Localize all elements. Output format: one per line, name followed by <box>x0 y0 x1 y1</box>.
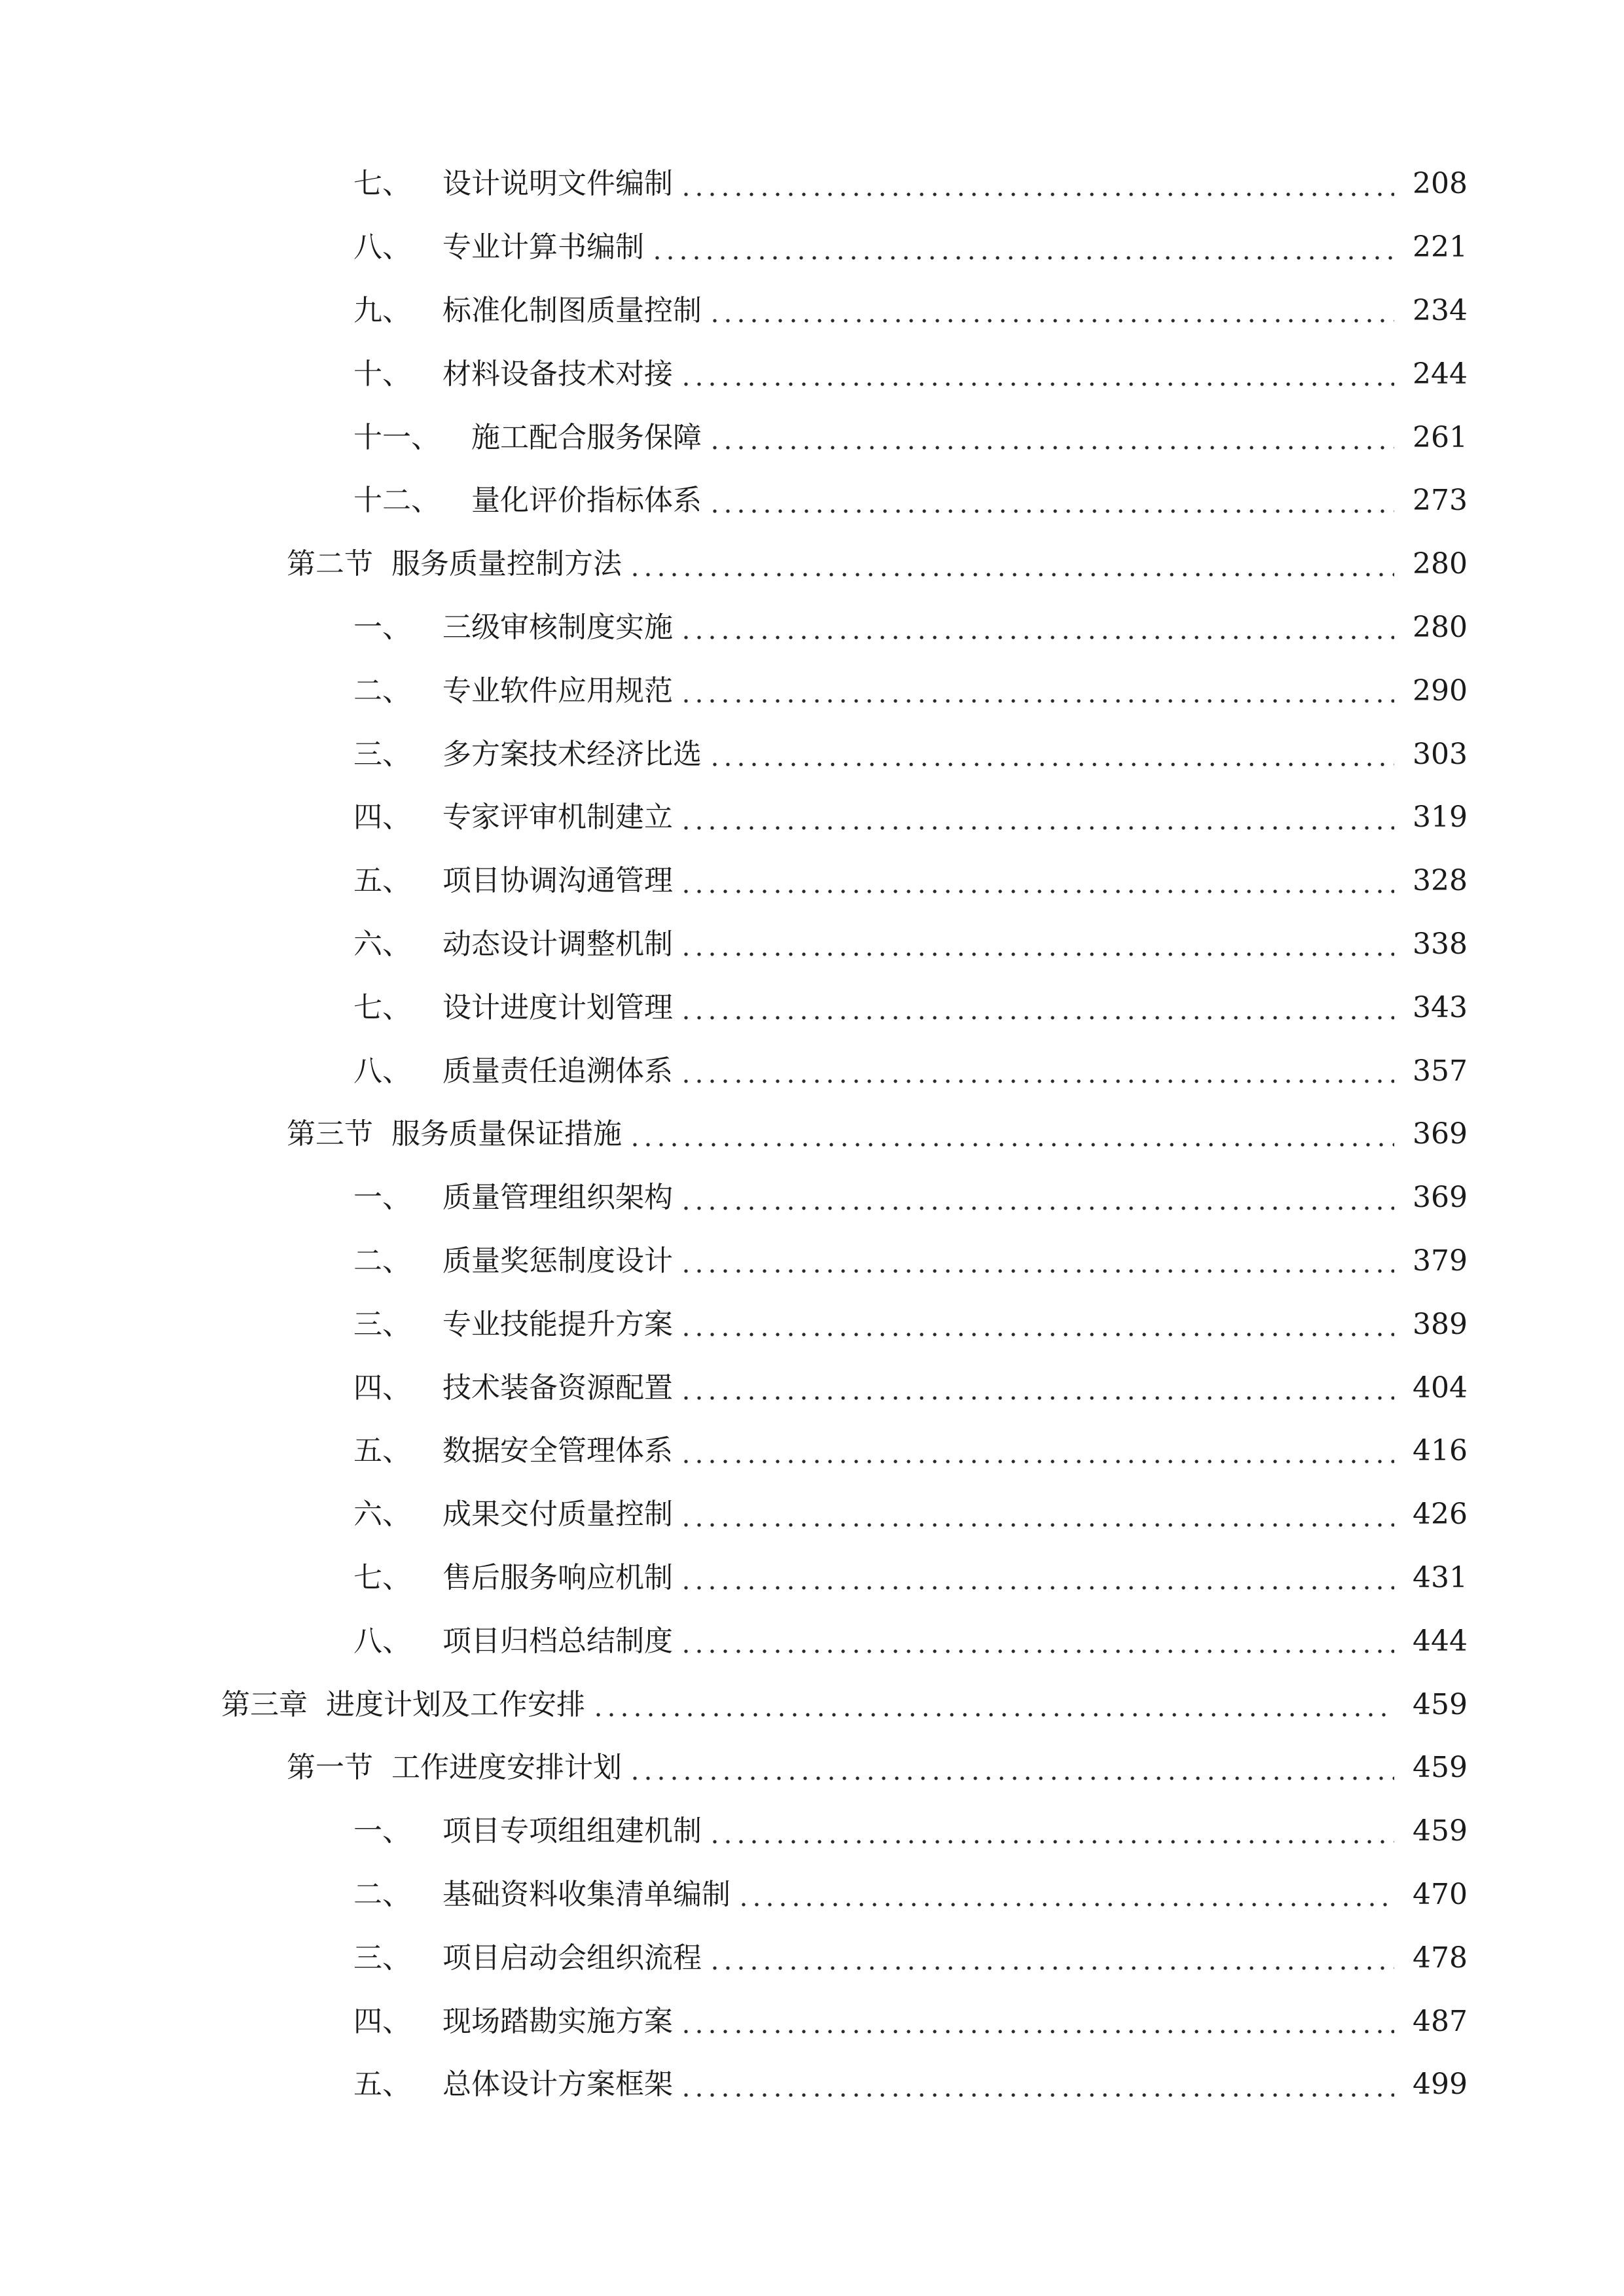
toc-dot-leader <box>679 1016 1394 1020</box>
toc-entry-title: 质量责任追溯体系 <box>442 1054 673 1088</box>
toc-entry-level-3[interactable] <box>0 1039 1624 1103</box>
toc-entry-number: 二、 <box>353 673 411 708</box>
toc-entry-level-3[interactable] <box>0 723 1624 786</box>
toc-dot-leader <box>708 446 1394 450</box>
toc-entry-number: 五、 <box>353 2068 411 2102</box>
toc-entry-title: 项目专项组组建机制 <box>442 1814 702 1848</box>
toc-dot-leader <box>708 319 1394 323</box>
toc-entry-title: 专业技能提升方案 <box>442 1307 673 1341</box>
toc-entry-title: 总体设计方案框架 <box>442 2068 673 2102</box>
toc-entry-number: 八、 <box>353 1624 411 1658</box>
toc-entry-number: 七、 <box>353 167 411 201</box>
toc-entry-level-3[interactable] <box>0 1990 1624 2053</box>
toc-entry-title: 进度计划及工作安排 <box>326 1687 585 1721</box>
toc-entry-number: 第三节 <box>287 1117 373 1151</box>
toc-entry-number: 五、 <box>353 1434 411 1468</box>
toc-entry-page-number: 221 <box>1413 230 1468 264</box>
toc-entry-number: 八、 <box>353 230 411 264</box>
toc-entry-title: 标准化制图质量控制 <box>442 293 702 327</box>
toc-entry-level-3[interactable] <box>0 1230 1624 1293</box>
toc-entry-title: 技术装备资源配置 <box>442 1371 673 1405</box>
toc-entry-page-number: 303 <box>1413 737 1468 771</box>
toc-dot-leader <box>679 1586 1394 1590</box>
toc-entry-page-number: 319 <box>1413 800 1468 834</box>
toc-dot-leader <box>679 1079 1394 1083</box>
toc-entry-title: 服务质量保证措施 <box>391 1117 622 1151</box>
toc-entry-page-number: 343 <box>1413 990 1468 1024</box>
toc-entry-page-number: 444 <box>1413 1624 1468 1658</box>
toc-entry-page-number: 273 <box>1413 484 1468 518</box>
toc-entry-level-3[interactable] <box>0 976 1624 1039</box>
toc-entry-level-3[interactable] <box>0 1483 1624 1547</box>
toc-entry-level-3[interactable] <box>0 1926 1624 1990</box>
toc-entry-number: 一、 <box>353 1814 411 1848</box>
toc-entry-number: 七、 <box>353 1560 411 1594</box>
toc-entry-level-3[interactable] <box>0 2053 1624 2117</box>
toc-dot-leader <box>628 1143 1394 1147</box>
toc-entry-number: 八、 <box>353 1054 411 1088</box>
toc-entry-number: 十二、 <box>353 484 440 518</box>
toc-entry-title: 专业计算书编制 <box>442 230 644 264</box>
toc-entry-title: 成果交付质量控制 <box>442 1498 673 1532</box>
toc-entry-level-3[interactable] <box>0 850 1624 913</box>
toc-entry-number: 三、 <box>353 1307 411 1341</box>
toc-entry-level-3[interactable] <box>0 1800 1624 1863</box>
toc-dot-leader <box>679 1269 1394 1273</box>
toc-entry-page-number: 478 <box>1413 1941 1468 1975</box>
toc-entry-number: 二、 <box>353 1877 411 1911</box>
toc-entry-title: 量化评价指标体系 <box>471 484 702 518</box>
table-of-contents <box>0 152 1624 2117</box>
toc-dot-leader <box>708 1840 1394 1844</box>
toc-entry-level-3[interactable] <box>0 406 1624 469</box>
toc-entry-level-3[interactable] <box>0 1166 1624 1230</box>
toc-entry-number: 第一节 <box>287 1751 373 1785</box>
toc-entry-number: 第三章 <box>221 1687 308 1721</box>
toc-dot-leader <box>679 952 1394 956</box>
toc-dot-leader <box>679 2093 1394 2097</box>
toc-entry-number: 二、 <box>353 1244 411 1278</box>
toc-dot-leader <box>679 889 1394 893</box>
toc-entry-title: 动态设计调整机制 <box>442 927 673 961</box>
toc-entry-level-2[interactable] <box>0 533 1624 596</box>
toc-entry-page-number: 234 <box>1413 293 1468 327</box>
toc-entry-title: 现场踏勘实施方案 <box>442 2004 673 2038</box>
toc-entry-title: 基础资料收集清单编制 <box>442 1877 731 1911</box>
toc-dot-leader <box>679 826 1394 830</box>
toc-entry-title: 多方案技术经济比选 <box>442 737 702 771</box>
toc-entry-page-number: 357 <box>1413 1054 1468 1088</box>
toc-entry-level-3[interactable] <box>0 342 1624 406</box>
toc-entry-level-3[interactable] <box>0 913 1624 977</box>
toc-entry-page-number: 208 <box>1413 167 1468 201</box>
toc-entry-level-3[interactable] <box>0 1420 1624 1483</box>
toc-entry-level-3[interactable] <box>0 279 1624 343</box>
toc-dot-leader <box>708 762 1394 766</box>
toc-entry-title: 服务质量控制方法 <box>391 547 622 581</box>
toc-dot-leader <box>679 636 1394 639</box>
toc-entry-page-number: 431 <box>1413 1560 1468 1594</box>
toc-entry-title: 售后服务响应机制 <box>442 1560 673 1594</box>
toc-entry-page-number: 499 <box>1413 2068 1468 2102</box>
toc-entry-page-number: 470 <box>1413 1877 1468 1911</box>
toc-entry-title: 项目协调沟通管理 <box>442 864 673 898</box>
toc-entry-page-number: 404 <box>1413 1371 1468 1405</box>
toc-entry-level-3[interactable] <box>0 1293 1624 1356</box>
toc-entry-title: 项目启动会组织流程 <box>442 1941 702 1975</box>
toc-entry-number: 五、 <box>353 864 411 898</box>
toc-entry-page-number: 389 <box>1413 1307 1468 1341</box>
toc-entry-page-number: 280 <box>1413 547 1468 581</box>
toc-entry-title: 质量奖惩制度设计 <box>442 1244 673 1278</box>
toc-dot-leader <box>679 1396 1394 1400</box>
toc-entry-number: 三、 <box>353 737 411 771</box>
toc-entry-page-number: 338 <box>1413 927 1468 961</box>
toc-entry-number: 四、 <box>353 800 411 834</box>
toc-entry-number: 六、 <box>353 1498 411 1532</box>
toc-entry-number: 一、 <box>353 1181 411 1215</box>
toc-dot-leader <box>679 192 1394 196</box>
toc-entry-title: 材料设备技术对接 <box>442 357 673 391</box>
toc-entry-number: 十一、 <box>353 420 440 454</box>
toc-entry-title: 设计说明文件编制 <box>442 167 673 201</box>
toc-entry-page-number: 328 <box>1413 864 1468 898</box>
toc-dot-leader <box>679 1460 1394 1463</box>
toc-dot-leader <box>708 1966 1394 1970</box>
toc-entry-title: 专业软件应用规范 <box>442 673 673 708</box>
toc-dot-leader <box>679 382 1394 386</box>
toc-entry-page-number: 459 <box>1413 1687 1468 1721</box>
toc-dot-leader <box>679 1523 1394 1527</box>
toc-entry-level-2[interactable] <box>0 1103 1624 1166</box>
toc-entry-page-number: 280 <box>1413 610 1468 644</box>
toc-entry-number: 三、 <box>353 1941 411 1975</box>
toc-entry-level-3[interactable] <box>0 1609 1624 1673</box>
toc-entry-level-3[interactable] <box>0 659 1624 723</box>
toc-dot-leader <box>708 509 1394 513</box>
toc-entry-title: 专家评审机制建立 <box>442 800 673 834</box>
toc-dot-leader <box>628 1776 1394 1780</box>
toc-entry-level-3[interactable] <box>0 152 1624 216</box>
toc-dot-leader <box>651 256 1394 260</box>
toc-entry-page-number: 426 <box>1413 1498 1468 1532</box>
toc-entry-level-3[interactable] <box>0 596 1624 660</box>
toc-entry-page-number: 416 <box>1413 1434 1468 1468</box>
toc-dot-leader <box>679 1649 1394 1653</box>
toc-entry-level-2[interactable] <box>0 1736 1624 1800</box>
toc-dot-leader <box>737 1903 1394 1907</box>
toc-entry-number: 十、 <box>353 357 411 391</box>
toc-entry-page-number: 369 <box>1413 1181 1468 1215</box>
toc-dot-leader <box>679 699 1394 703</box>
toc-entry-title: 项目归档总结制度 <box>442 1624 673 1658</box>
toc-entry-title: 工作进度安排计划 <box>391 1751 622 1785</box>
toc-entry-number: 四、 <box>353 2004 411 2038</box>
toc-entry-number: 六、 <box>353 927 411 961</box>
toc-entry-level-3[interactable] <box>0 216 1624 279</box>
toc-dot-leader <box>628 573 1394 577</box>
toc-entry-level-3[interactable] <box>0 786 1624 850</box>
toc-entry-page-number: 244 <box>1413 357 1468 391</box>
toc-entry-level-3[interactable] <box>0 1547 1624 1610</box>
toc-entry-title: 三级审核制度实施 <box>442 610 673 644</box>
toc-entry-title: 质量管理组织架构 <box>442 1181 673 1215</box>
toc-entry-level-3[interactable] <box>0 1863 1624 1927</box>
toc-entry-number: 七、 <box>353 990 411 1024</box>
toc-entry-page-number: 379 <box>1413 1244 1468 1278</box>
toc-entry-level-1[interactable] <box>0 1673 1624 1736</box>
toc-dot-leader <box>679 2030 1394 2034</box>
toc-entry-level-3[interactable] <box>0 469 1624 533</box>
toc-entry-number: 四、 <box>353 1371 411 1405</box>
toc-entry-title: 施工配合服务保障 <box>471 420 702 454</box>
toc-dot-leader <box>592 1713 1394 1717</box>
toc-dot-leader <box>679 1206 1394 1210</box>
toc-entry-page-number: 459 <box>1413 1814 1468 1848</box>
toc-entry-page-number: 261 <box>1413 420 1468 454</box>
toc-entry-title: 数据安全管理体系 <box>442 1434 673 1468</box>
toc-entry-number: 第二节 <box>287 547 373 581</box>
toc-entry-title: 设计进度计划管理 <box>442 990 673 1024</box>
toc-entry-page-number: 487 <box>1413 2004 1468 2038</box>
toc-entry-page-number: 459 <box>1413 1751 1468 1785</box>
toc-dot-leader <box>679 1333 1394 1336</box>
toc-entry-level-3[interactable] <box>0 1356 1624 1420</box>
toc-entry-number: 九、 <box>353 293 411 327</box>
toc-entry-page-number: 369 <box>1413 1117 1468 1151</box>
toc-entry-page-number: 290 <box>1413 673 1468 708</box>
toc-entry-number: 一、 <box>353 610 411 644</box>
